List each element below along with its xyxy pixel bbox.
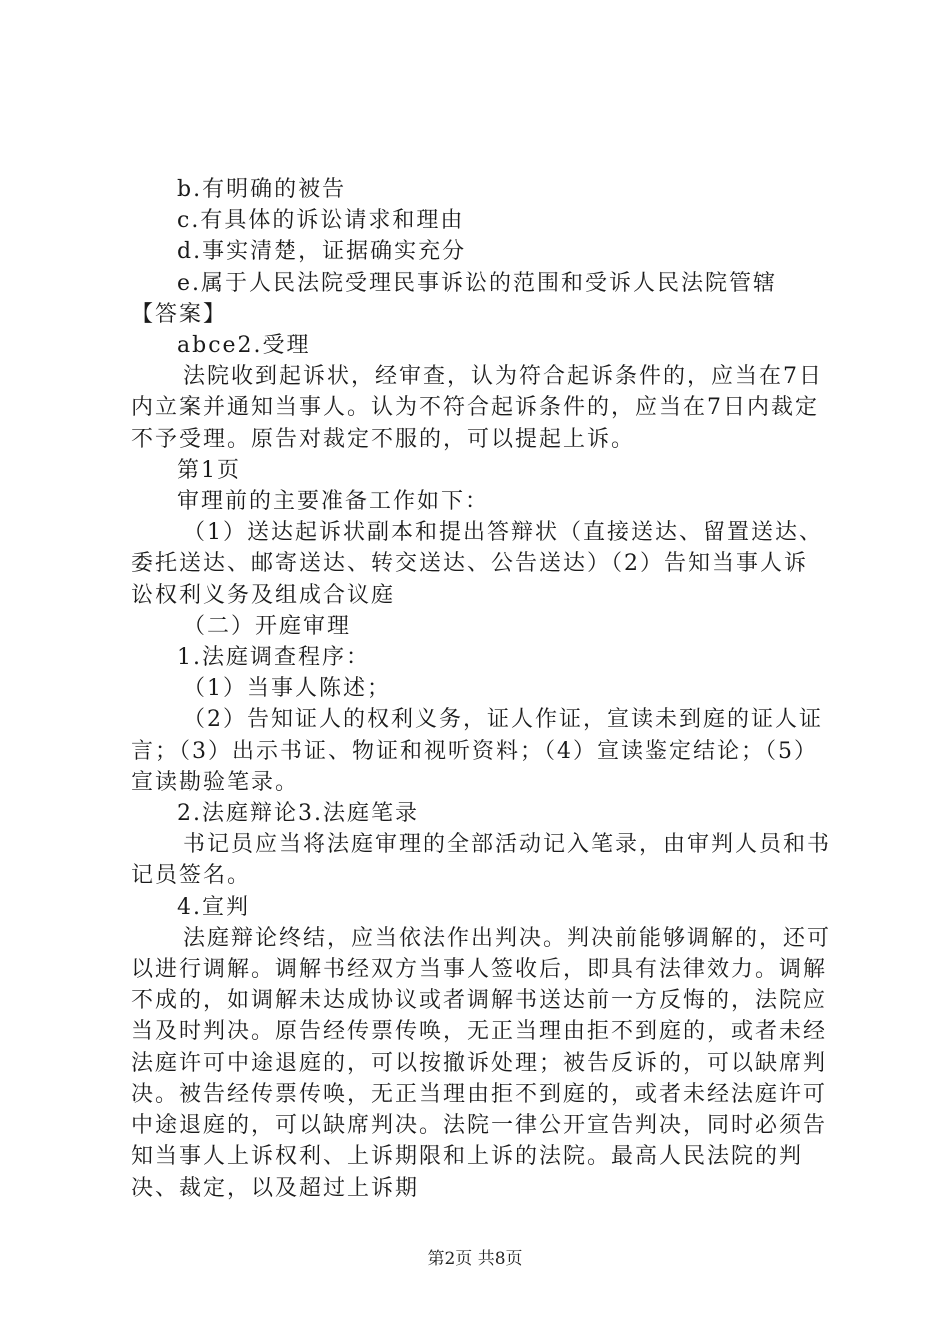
investigation-item-1: （1）当事人陈述； bbox=[183, 676, 391, 702]
acceptance-paragraph: 法院收到起诉状，经审查，认为符合起诉条件的，应当在7日内立案并通知当事人。认为不符合起诉条件的，应当在7日内裁定不予受理。原告对裁定不服的，可以提起上诉。 bbox=[131, 364, 823, 452]
section-trial-heading: （二）开庭审理 bbox=[183, 613, 352, 639]
preparation-items: （1）送达起诉状副本和提出答辩状（直接送达、留置送达、委托送达、邮寄送达、转交送达、公告送达）（2）告知当事人诉讼权利义务及组成合议庭 bbox=[131, 520, 823, 608]
condition-c: c.有具体的诉讼请求和理由 bbox=[177, 208, 465, 234]
investigation-items-2-5: （2）告知证人的权利义务，证人作证，宣读未到庭的证人证言；（3）出示书证、物证和视听资料；（4）宣读鉴定结论；（5）宣读勘验笔录。 bbox=[131, 707, 823, 795]
debate-record-heading: 2.法庭辩论3.法庭笔录 bbox=[177, 801, 419, 827]
answer-heading: 【答案】 bbox=[131, 301, 228, 327]
judgment-heading: 4.宣判 bbox=[177, 894, 250, 920]
page-marker: 第1页 bbox=[177, 457, 241, 483]
condition-e: e.属于人民法院受理民事诉讼的范围和受诉人民法院管辖 bbox=[177, 270, 778, 296]
preparation-intro: 审理前的主要准备工作如下： bbox=[177, 489, 490, 515]
record-paragraph: 书记员应当将法庭审理的全部活动记入笔录，由审判人员和书记员签名。 bbox=[131, 832, 832, 889]
page-footer: 第2页 共8页 bbox=[427, 1249, 523, 1269]
answer-line: abce2.受理 bbox=[177, 333, 311, 359]
condition-d: d.事实清楚，证据确实充分 bbox=[177, 239, 467, 265]
document-body bbox=[131, 174, 831, 1204]
condition-b: b.有明确的被告 bbox=[177, 177, 347, 202]
investigation-heading: 1.法庭调查程序： bbox=[177, 645, 370, 671]
judgment-paragraph: 法庭辩论终结，应当依法作出判决。判决前能够调解的，还可以进行调解。调解书经双方当事人签收后，即具有法律效力。调解不成的，如调解未达成协议或者调解书送达前一方反悔的，法院应当及时判决。原告经传票传唤，无正当理由拒不到庭的，或者未经法庭许可中途退庭的，可以按撤诉处理；被告反诉的，可以缺席判决。被告经传票传唤，无正当理由拒不到庭的，或者未经法庭许可中途退庭的，可以缺席判决。法院一律公开宣告判决，同时必须告知当事人上诉权利、上诉期限和上诉的法院。最高人民法院的判决、裁定，以及超过上诉期 bbox=[131, 925, 832, 1201]
